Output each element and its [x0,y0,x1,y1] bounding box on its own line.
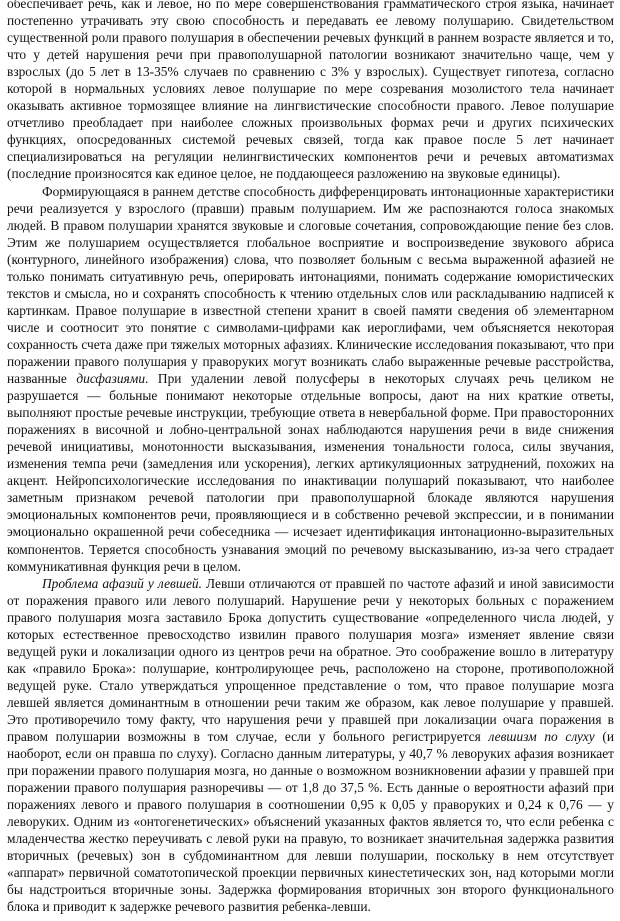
paragraph-hemisphere-development [7,0,614,183]
italic-term: левшизм по слуху [488,729,595,745]
paragraph-right-hemisphere-functions [7,183,614,575]
text-segment: (и наоборот, если он правша по слуху). Согласно данным литературы, у 40,7 % леворуких афазия возникает при поражении правого полушария мозга, но данные о возможном возникновении афазии у правшей при поражении правого полушария разноречивы — от 1,8 до 37,5 %. Есть данные о вероятности афазий при поражениях левого и правого полушария в соотношении 0,95 к 0,05 у праворуких и 0,24 к 0,76 — у леворуких. Одним из «онтогенетических» объяснений указанных фактов является то, что если ребенка с младенчества жестко переучивать с левой руки на правую, то возникает значительная задержка развития вторичных (речевых) зон в субдоминантном для левши полушарии, поскольку в нем отсутствует «аппарат» первичной соматотопической проекции первичных кинестетических зон, над которыми могли бы надстроиться вторичные зоны. Задержка формирования вторичных зон второго функционального блока и приводит к задержке речевого развития ребенка-левши. [7,729,614,915]
text-segment: Формирующаяся в раннем детстве способность дифференцировать интонационные характеристики речи реализуется у взрослого (правши) правым полушарием. Им же распознаются голоса знакомых людей. В правом полушарии хранятся звуковые и слоговые сочетания, сопровождающие пение без слов. Этим же полушарием осуществляется глобальное восприятие и воспроизведение звукового абриса (контурного, линейного изображения) слова, что позволяет больным с весьма выраженной афазией не только понимать ситуативную речь, оперировать интонациями, понимать содержание юмористических текстов и смысла, но и сохранять способность к чтению отдельных слов или раскладыванию надписей к картинкам. Правое полушарие в известной степени хранит в своей памяти сведения об элементарном числе и соотносит это понятие с символами-цифрами как иероглифами, чем объясняется некоторая сохранность счета даже при тяжелых моторных афазиях. Клинические исследования показывают, что при поражении правого полушария у праворуких могут возникать слабо выраженные речевые расстройства, названные [7,183,614,387]
paragraph-aphasia-in-left-handers [7,575,614,916]
text-segment: обеспечивает речь, как и левое, но по мере совершенствования грамматического строя языка, начинает постепенно утрачивать эту свою способность и передавать ее левому полушарию. Свидетельством существенной роли правого полушария в обеспечении речевых функций в раннем возрасте является и то, что у детей нарушения речи при правополушарной патологии возникают значительно чаще, чем у взрослых (до 5 лет в 13-35% случаев по сравнению с 3% у взрослых). Существует гипотеза, согласно которой в нормальных условиях левое полушарие по мере созревания мозолистого тела начинает оказывать активное тормозящее влияние на лингвистические способности правого. Левое полушарие отчетливо преобладает при наиболее сложных произвольных формах речи и других психических функциях, опосредованных системой речевых связей, тогда как правое после 5 лет начинает специализироваться на регуляции нелингвистических компонентов речи и речевых автоматизмах (последние произносятся как единое целое, не поддающееся разложению на звуковые единицы). [7,0,614,182]
text-segment: Левши отличаются от правшей по частоте афазий и иной зависимости от поражения правого или левого полушарий. Нарушение речи у некоторых больных с поражением правого полушария мозга заставило Брока допустить существование «определенного числа людей, у которых естественное превосходство извилин правого полушария мозга» изменяет явление связи ведущей руки и локализации одного из центров речи на обратное. Это соображение вошло в литературу как «правило Брока»: полушарие, контролирующее речь, расположено на стороне, противоположной ведущей руке. Стало утверждаться упрощенное представление о том, что правое полушарие мозга левшей является доминантным в отношении речи таким же образом, как левое полушарие у правшей. Это противоречило тому факту, что нарушения речи у правшей при локализации очага поражения в правом полушарии возможны в том случае, если у больного регистрируется [7,575,614,745]
section-heading-inline: Проблема афазий у левшей. [42,575,202,591]
italic-term: дисфазиями [76,371,146,387]
text-segment: . При удалении левой полусферы в некоторых случаях речь целиком не разрушается — больные понимают некоторые отдельные вопросы, дают на них краткие ответы, выполняют простые речевые инструкции, требующие ответа в невербальной форме. При правосторонних поражениях в височной и лобно-центральной зонах наблюдаются нарушения речи в виде снижения речевой инициативы, монотонности высказывания, изменения тональности голоса, силы звучания, изменения темпа речи (замедления или ускорения), легких артикуляционных затруднений, похожих на акцент. Нейропсихологические исследования по инактивации полушарий показывают, что наиболее заметным признаком речевой патологии при правополушарной блокаде являются нарушения эмоциональных компонентов речи, проявляющиеся и в собственно речевой экспрессии, и в понимании эмоционально окрашенной речи собеседника — исчезает идентификация интонационно-выразительных компонентов. Теряется способность узнавания эмоций по речевому высказыванию, из-за чего страдает коммуникативная функция речи в целом. [7,371,615,574]
